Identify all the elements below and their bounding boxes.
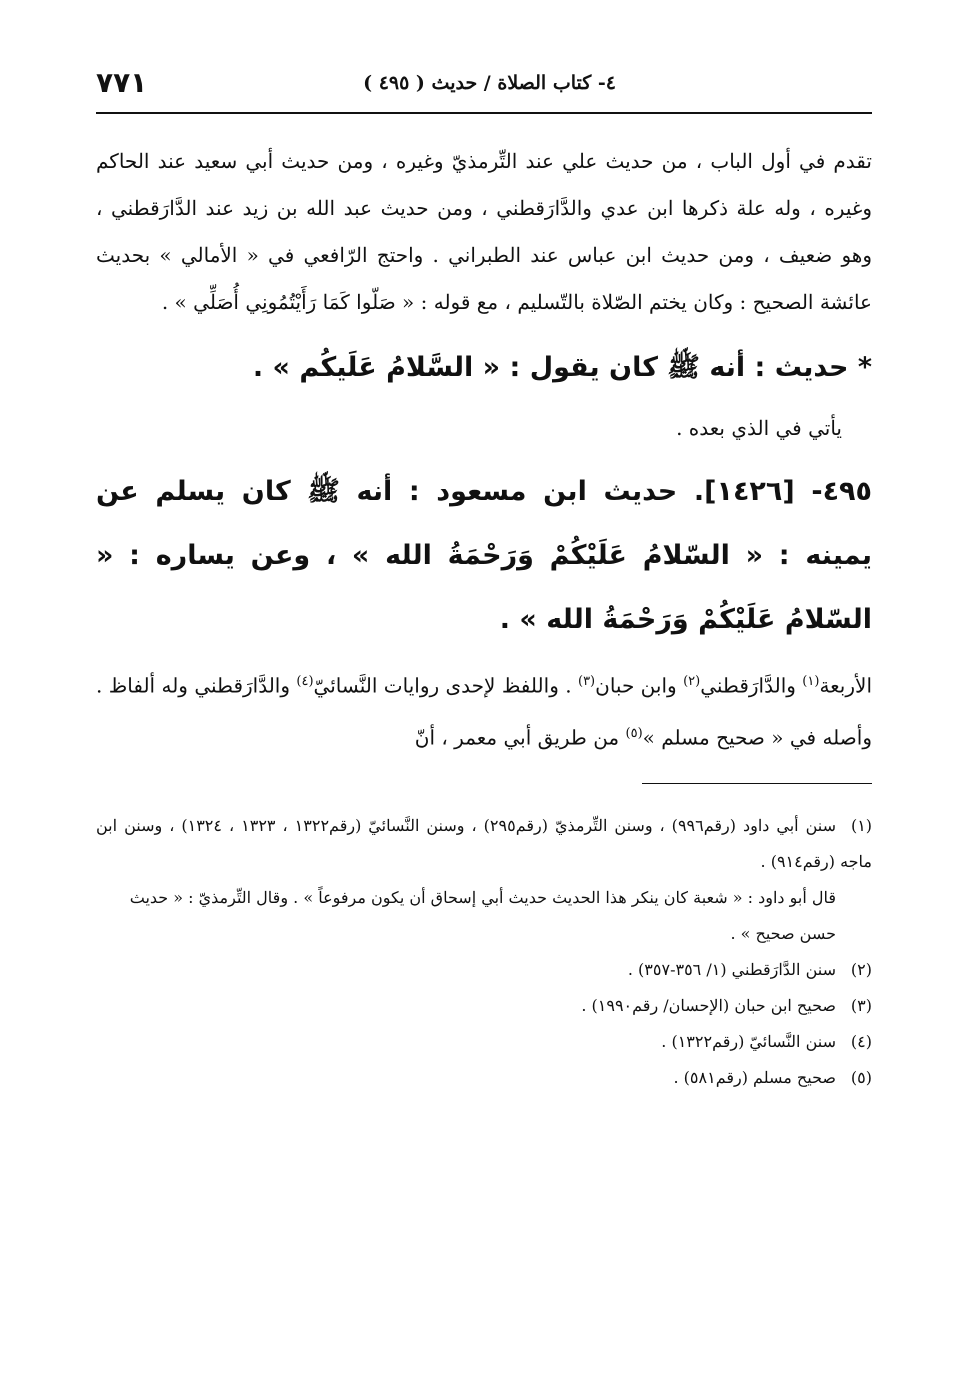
footnote-3 xyxy=(96,988,872,1024)
hadith-number: ٤٩٥- [١٤٢٦]. xyxy=(693,476,873,507)
page-number: ٧٧١ xyxy=(96,66,148,99)
hadith-text: حديث ابن مسعود : أنه ﷺ كان يسلم عن يمينه : « السّلامُ عَلَيْكُمْ وَرَحْمَةُ الله » ، وعن يساره : « السّلامُ عَلَيْكُمْ وَرَحْمَةُ الله » . xyxy=(96,476,872,635)
takhrij-part-3: وابن حبان xyxy=(595,673,684,698)
intro-paragraph: تقدم في أول الباب ، من حديث علي عند التِّرمذيّ وغيره ، ومن حديث أبي سعيد عند الحاكم وغيره ، وله علة ذكرها ابن عدي والدَّارَقطني ، ومن حديث عبد الله بن زيد عند الدَّارَقطني ، وهو ضعيف ، ومن حديث ابن عباس عند الطبراني . واحتج الرّافعي في « الأمالي » بحديث عائشة الصحيح : وكان يختم الصّلاة بالتّسليم ، مع قوله : « صَلّوا كَمَا رَأَيْتُمُونِي أُصَلِّي » . xyxy=(96,149,872,314)
takhrij-part-4: . واللفظ لإحدى روايات النَّسائيّ xyxy=(313,673,578,698)
footnote-ref-2[interactable]: (٢) xyxy=(683,674,701,689)
footnote-text: سنن الدَّارَقطني (١/ ٣٥٦-٣٥٧) . xyxy=(627,960,836,980)
footnote-text: سنن النَّسائيّ (رقم١٣٢٢) . xyxy=(661,1032,836,1052)
footnote-text: سنن أبي داود (رقم٩٩٦) ، وسنن التِّرمذيّ (رقم٢٩٥) ، وسنن النَّسائيّ (رقم١٣٢٢ ، ١٣٢٣ ، ١٣٢٤) ، وسنن ابن ماجه (رقم٩١٤) . xyxy=(96,816,872,872)
footnote-ref-4[interactable]: (٤) xyxy=(296,674,314,689)
footnote-ref-5[interactable]: (٥) xyxy=(625,725,643,741)
header-rule xyxy=(96,112,872,114)
book-page xyxy=(96,64,872,1096)
takhrij-part-1: الأربعة xyxy=(819,673,872,698)
footnote-number: (١) xyxy=(850,816,873,836)
footnote-separator xyxy=(642,783,872,784)
takhrij-part-6: من طريق أبي معمر ، أنّ xyxy=(414,725,626,750)
footnote-1 xyxy=(96,808,872,880)
footnote-ref-3[interactable]: (٣) xyxy=(577,674,596,689)
hadith-495-heading xyxy=(96,460,872,652)
running-head: ٤- كتاب الصلاة / حديث ( ٤٩٥ ) xyxy=(363,72,616,94)
takhrij-paragraph xyxy=(96,658,872,761)
page-header xyxy=(96,64,872,116)
footnote-1-comment: قال أبو داود : « شعبة كان ينكر هذا الحديث حديث أبي إسحاق أن يكون مرفوعاً » . وقال التِّرمذيّ : « حديث حسن صحيح » . xyxy=(129,888,836,944)
footnote-number: (٥) xyxy=(850,1068,872,1088)
footnote-text: صحيح مسلم (رقم٥٨١) . xyxy=(673,1068,836,1088)
footnotes xyxy=(96,808,872,1096)
footnote-number: (٢) xyxy=(850,960,872,980)
main-text xyxy=(96,138,872,761)
footnote-2 xyxy=(96,952,872,988)
footnote-number: (٤) xyxy=(850,1032,872,1052)
footnote-ref-1[interactable]: (١) xyxy=(802,674,820,689)
footnote-number: (٣) xyxy=(850,996,872,1016)
takhrij-part-2: والدَّارَقطني xyxy=(700,673,803,698)
footnote-5 xyxy=(96,1060,872,1096)
note-paragraph: يأتي في الذي بعده . xyxy=(676,416,842,440)
takhrij-part-5: والدَّارَقطني وله ألفاظ . وأصله في « صحيح مسلم » xyxy=(96,673,872,750)
hadith-heading-salam: * حديث : أنه ﷺ كان يقول : « السَّلامُ عَلَيكُم » . xyxy=(252,352,872,383)
footnote-text: صحيح ابن حبان (الإحسان/ رقم١٩٩٠) . xyxy=(581,996,836,1016)
footnote-4 xyxy=(96,1024,872,1060)
